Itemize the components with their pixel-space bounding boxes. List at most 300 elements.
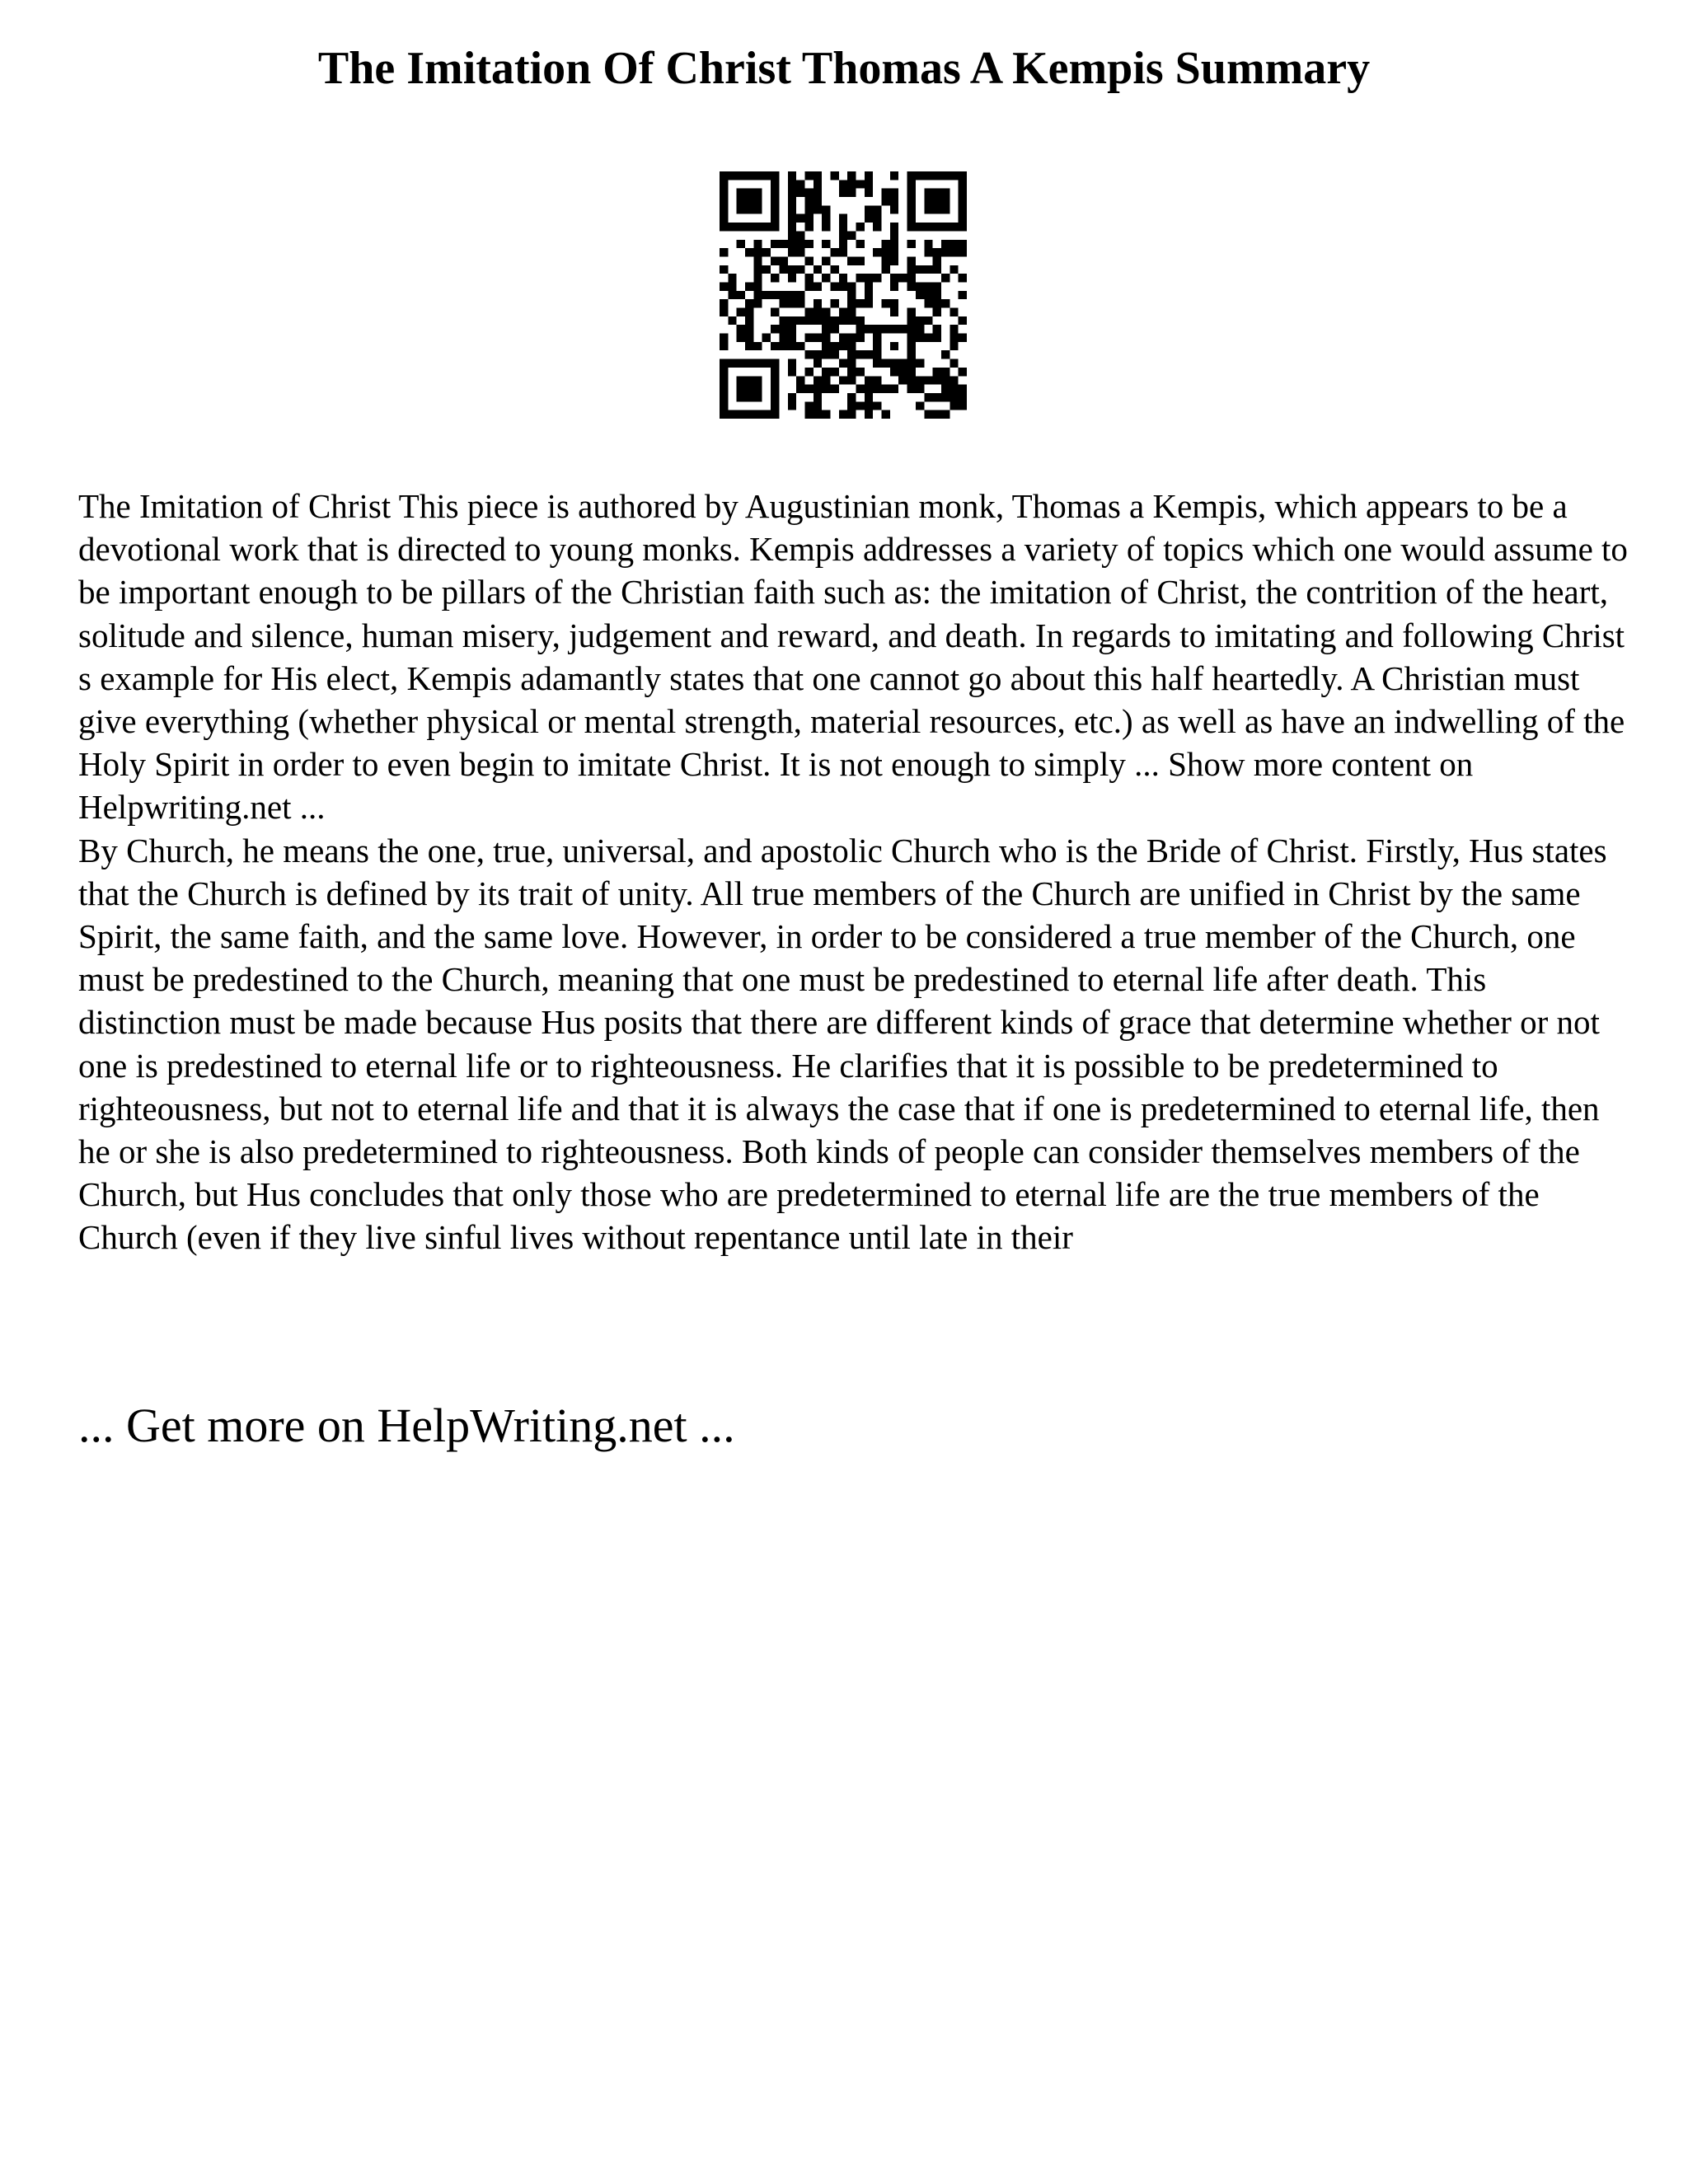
qr-module [771, 274, 779, 282]
qr-module [814, 299, 822, 307]
qr-module [873, 401, 881, 410]
qr-module [916, 376, 924, 384]
qr-module [771, 410, 779, 419]
qr-module [796, 214, 804, 223]
qr-module [814, 359, 822, 368]
qr-module [762, 223, 771, 231]
qr-module [865, 171, 873, 180]
qr-module [933, 265, 941, 274]
qr-module [814, 171, 822, 180]
qr-module [779, 256, 787, 265]
qr-module [907, 171, 916, 180]
qr-module [753, 189, 762, 197]
qr-module [737, 308, 745, 316]
qr-module [907, 214, 916, 223]
qr-module [950, 240, 958, 248]
qr-module [865, 299, 873, 307]
qr-module [890, 223, 898, 231]
qr-module [839, 214, 847, 223]
qr-module [745, 342, 753, 350]
qr-module [779, 342, 787, 350]
qr-module [788, 189, 796, 197]
qr-module [847, 368, 856, 376]
qr-module [916, 401, 924, 410]
qr-module [788, 240, 796, 248]
qr-module [839, 180, 847, 188]
qr-module [822, 205, 830, 213]
qr-module [822, 410, 830, 419]
qr-module [762, 248, 771, 256]
qr-module [720, 410, 728, 419]
qr-module [916, 359, 924, 368]
qr-module [822, 240, 830, 248]
qr-module [753, 171, 762, 180]
qr-module [737, 334, 745, 342]
qr-module [720, 401, 728, 410]
qr-module [822, 368, 830, 376]
qr-module [950, 401, 958, 410]
qr-module [959, 393, 967, 401]
qr-module [728, 274, 736, 282]
qr-module [847, 299, 856, 307]
qr-module [865, 393, 873, 401]
qr-module [745, 325, 753, 333]
qr-module [907, 180, 916, 188]
qr-module [728, 223, 736, 231]
qr-module [788, 342, 796, 350]
qr-module [950, 325, 958, 333]
qr-module [916, 171, 924, 180]
qr-module [924, 282, 932, 290]
qr-module [745, 359, 753, 368]
qr-module [822, 385, 830, 393]
qr-module [830, 316, 838, 325]
qr-module [959, 385, 967, 393]
qr-module [916, 316, 924, 325]
qr-module [907, 350, 916, 359]
qr-module [941, 248, 950, 256]
qr-module [788, 291, 796, 299]
qr-module [924, 316, 932, 325]
qr-module [839, 376, 847, 384]
qr-module [941, 350, 950, 359]
qr-module [839, 316, 847, 325]
qr-module [796, 248, 804, 256]
qr-module [924, 393, 932, 401]
qr-module [924, 197, 932, 205]
qr-module [933, 189, 941, 197]
qr-module [814, 180, 822, 188]
qr-module [847, 410, 856, 419]
qr-module [737, 376, 745, 384]
qr-module [753, 359, 762, 368]
qr-module [788, 180, 796, 188]
qr-module [959, 189, 967, 197]
qr-module [788, 393, 796, 401]
qr-module [873, 350, 881, 359]
qr-module [890, 368, 898, 376]
qr-module [890, 342, 898, 350]
qr-module [788, 231, 796, 239]
qr-module [779, 299, 787, 307]
page-title: The Imitation Of Christ Thomas A Kempis Summary [317, 43, 1371, 94]
qr-module [745, 316, 753, 325]
qr-module [822, 308, 830, 316]
qr-module [873, 223, 881, 231]
qr-module [822, 274, 830, 282]
qr-module [839, 410, 847, 419]
qr-module [890, 171, 898, 180]
qr-module [745, 189, 753, 197]
qr-module [924, 334, 932, 342]
qr-module [830, 299, 838, 307]
qr-module [753, 197, 762, 205]
qr-module [804, 189, 813, 197]
qr-module [882, 189, 890, 197]
qr-module [916, 223, 924, 231]
qr-module [882, 299, 890, 307]
qr-module [856, 180, 865, 188]
qr-module [788, 299, 796, 307]
qr-module [788, 334, 796, 342]
qr-module [804, 171, 813, 180]
qr-module [788, 197, 796, 205]
qr-module [924, 265, 932, 274]
qr-module [950, 359, 958, 368]
qr-module [959, 171, 967, 180]
qr-module [753, 393, 762, 401]
qr-module [720, 393, 728, 401]
qr-module [890, 248, 898, 256]
qr-module [907, 308, 916, 316]
qr-module [950, 308, 958, 316]
qr-module [865, 376, 873, 384]
qr-module [950, 171, 958, 180]
qr-module [847, 291, 856, 299]
qr-module [796, 299, 804, 307]
qr-module [933, 325, 941, 333]
qr-module [950, 223, 958, 231]
qr-module [830, 171, 838, 180]
qr-module [959, 401, 967, 410]
qr-module [847, 334, 856, 342]
qr-module [933, 197, 941, 205]
qr-module [856, 299, 865, 307]
qr-module [720, 342, 728, 350]
qr-module [924, 240, 932, 248]
qr-module [804, 282, 813, 290]
qr-module [941, 376, 950, 384]
qr-module [865, 291, 873, 299]
qr-module [950, 376, 958, 384]
qr-module [745, 197, 753, 205]
qr-module [839, 359, 847, 368]
qr-module [822, 334, 830, 342]
qr-module [856, 350, 865, 359]
qr-module [941, 368, 950, 376]
qr-module [941, 197, 950, 205]
qr-module [814, 401, 822, 410]
qr-module [933, 256, 941, 265]
qr-module [796, 291, 804, 299]
qr-module [898, 368, 907, 376]
qr-module [830, 385, 838, 393]
qr-module [950, 265, 958, 274]
qr-module [959, 274, 967, 282]
qr-module [933, 393, 941, 401]
qr-module [822, 325, 830, 333]
qr-module [796, 316, 804, 325]
qr-module [788, 265, 796, 274]
qr-module [771, 205, 779, 213]
qr-module [830, 368, 838, 376]
qr-module [720, 265, 728, 274]
qr-module [933, 368, 941, 376]
qr-module [728, 359, 736, 368]
qr-module [771, 256, 779, 265]
qr-module [907, 274, 916, 282]
qr-module [737, 393, 745, 401]
qr-module [737, 189, 745, 197]
qr-module [830, 342, 838, 350]
qr-module [873, 325, 881, 333]
qr-module [737, 223, 745, 231]
qr-module [847, 350, 856, 359]
get-more-link[interactable]: ... Get more on HelpWriting.net ... [78, 1399, 735, 1452]
qr-module [916, 325, 924, 333]
qr-module [804, 316, 813, 325]
qr-module [753, 274, 762, 282]
qr-module [737, 410, 745, 419]
paragraph-2: By Church, he means the one, true, universal, and apostolic Church who is the Bride of Christ. Firstly, Hus states that the Church is defined by its trait of unity. All true members of the Church are unified in Christ by the same Spirit, the same faith, and the same love. However, in order to be considered a true member of the Church, one must be predestined to the Church, meaning that one must be predestined to eternal life after death. This distinction must be made because Hus posits that there are different kinds of grace that determine whether or not one is predestined to eternal life or to righteousness. He clarifies that it is possible to be predetermined to righteousness, but not to eternal life and that it is always the case that if one is predetermined to eternal life, then he or she is also predetermined to righteousness. Both kinds of people can consider themselves members of the Church, but Hus concludes that only those who are predetermined to eternal life are the true members of the Church (even if they live sinful lives without repentance until late in their [78, 831, 1607, 1257]
qr-module [779, 325, 787, 333]
qr-module [924, 223, 932, 231]
qr-module [762, 334, 771, 342]
qr-module [804, 385, 813, 393]
qr-module [814, 265, 822, 274]
qr-module [865, 325, 873, 333]
qr-module [762, 291, 771, 299]
qr-module [804, 334, 813, 342]
qr-module [916, 291, 924, 299]
qr-module [753, 299, 762, 307]
qr-module [771, 180, 779, 188]
qr-module [762, 359, 771, 368]
qr-module [865, 350, 873, 359]
qr-module [720, 368, 728, 376]
qr-module [814, 410, 822, 419]
qr-module [924, 171, 932, 180]
qr-module [771, 171, 779, 180]
qr-module [890, 240, 898, 248]
qr-module [898, 274, 907, 282]
qr-module [907, 197, 916, 205]
qr-module [728, 282, 736, 290]
qr-module [753, 205, 762, 213]
qr-module [839, 308, 847, 316]
qr-module [796, 376, 804, 384]
qr-module [771, 214, 779, 223]
qr-module [753, 248, 762, 256]
qr-module [788, 274, 796, 282]
qr-module [882, 410, 890, 419]
qr-module [720, 299, 728, 307]
qr-module [873, 342, 881, 350]
qr-module [814, 197, 822, 205]
qr-module [959, 223, 967, 231]
qr-module [745, 410, 753, 419]
qr-module [847, 180, 856, 188]
qr-module [745, 223, 753, 231]
qr-module [898, 325, 907, 333]
qr-module [745, 248, 753, 256]
qr-module [907, 223, 916, 231]
qr-module [771, 376, 779, 384]
qr-module [737, 197, 745, 205]
qr-module [907, 205, 916, 213]
qr-module [745, 393, 753, 401]
qr-module [753, 223, 762, 231]
qr-module [924, 376, 932, 384]
qr-module [720, 171, 728, 180]
qr-code-graphic [720, 171, 967, 419]
qr-module [779, 240, 787, 248]
qr-module [907, 342, 916, 350]
qr-module [788, 205, 796, 213]
qr-module [830, 325, 838, 333]
qr-module [847, 282, 856, 290]
qr-module [847, 189, 856, 197]
qr-module [959, 180, 967, 188]
qr-module [822, 316, 830, 325]
qr-module [753, 410, 762, 419]
qr-module [804, 214, 813, 223]
qr-module [753, 265, 762, 274]
qr-module [873, 214, 881, 223]
qr-module [847, 256, 856, 265]
qr-module [856, 274, 865, 282]
qr-module [933, 248, 941, 256]
qr-module [916, 265, 924, 274]
qr-module [737, 359, 745, 368]
qr-module [839, 189, 847, 197]
document-body [78, 485, 1628, 1259]
qr-module [916, 385, 924, 393]
qr-module [924, 205, 932, 213]
qr-module [865, 205, 873, 213]
qr-module [933, 410, 941, 419]
qr-module [745, 171, 753, 180]
qr-module [847, 308, 856, 316]
qr-module [907, 189, 916, 197]
qr-code-icon [720, 171, 967, 419]
qr-module [907, 282, 916, 290]
qr-module [941, 385, 950, 393]
qr-module [839, 334, 847, 342]
qr-module [865, 189, 873, 197]
qr-module [779, 265, 787, 274]
qr-module [830, 282, 838, 290]
qr-module [847, 359, 856, 368]
qr-module [804, 256, 813, 265]
qr-module [873, 359, 881, 368]
qr-module [890, 299, 898, 307]
qr-module [753, 385, 762, 393]
qr-module [959, 248, 967, 256]
qr-module [941, 274, 950, 282]
qr-module [890, 197, 898, 205]
qr-module [933, 299, 941, 307]
qr-module [788, 359, 796, 368]
qr-module [856, 385, 865, 393]
qr-module [959, 368, 967, 376]
qr-module [814, 205, 822, 213]
qr-module [779, 334, 787, 342]
qr-module [924, 189, 932, 197]
qr-module [771, 197, 779, 205]
qr-module [814, 393, 822, 401]
qr-module [882, 385, 890, 393]
qr-module [804, 274, 813, 282]
qr-module [873, 334, 881, 342]
qr-module [796, 240, 804, 248]
qr-module [856, 223, 865, 231]
qr-module [822, 256, 830, 265]
qr-module [916, 334, 924, 342]
qr-module [847, 342, 856, 350]
qr-module [890, 282, 898, 290]
qr-module [890, 231, 898, 239]
qr-module [890, 359, 898, 368]
qr-module [796, 189, 804, 197]
qr-module [890, 385, 898, 393]
qr-module [924, 410, 932, 419]
qr-module [890, 308, 898, 316]
qr-module [839, 231, 847, 239]
qr-module [771, 308, 779, 316]
qr-module [839, 282, 847, 290]
qr-module [933, 282, 941, 290]
qr-module [873, 376, 881, 384]
qr-module [779, 291, 787, 299]
qr-module [814, 334, 822, 342]
qr-module [788, 214, 796, 223]
qr-module [941, 393, 950, 401]
qr-module [804, 197, 813, 205]
qr-module [907, 240, 916, 248]
qr-module [804, 223, 813, 231]
qr-module [924, 291, 932, 299]
qr-module [728, 291, 736, 299]
qr-module [771, 291, 779, 299]
qr-module [839, 274, 847, 282]
qr-module [941, 205, 950, 213]
qr-module [898, 376, 907, 384]
qr-module [745, 282, 753, 290]
qr-module [865, 410, 873, 419]
qr-module [865, 282, 873, 290]
qr-module [753, 256, 762, 265]
qr-module [737, 171, 745, 180]
qr-module [720, 223, 728, 231]
qr-module [788, 325, 796, 333]
qr-module [907, 265, 916, 274]
qr-module [822, 342, 830, 350]
qr-module [762, 171, 771, 180]
qr-module [941, 223, 950, 231]
qr-module [788, 171, 796, 180]
qr-module [822, 223, 830, 231]
